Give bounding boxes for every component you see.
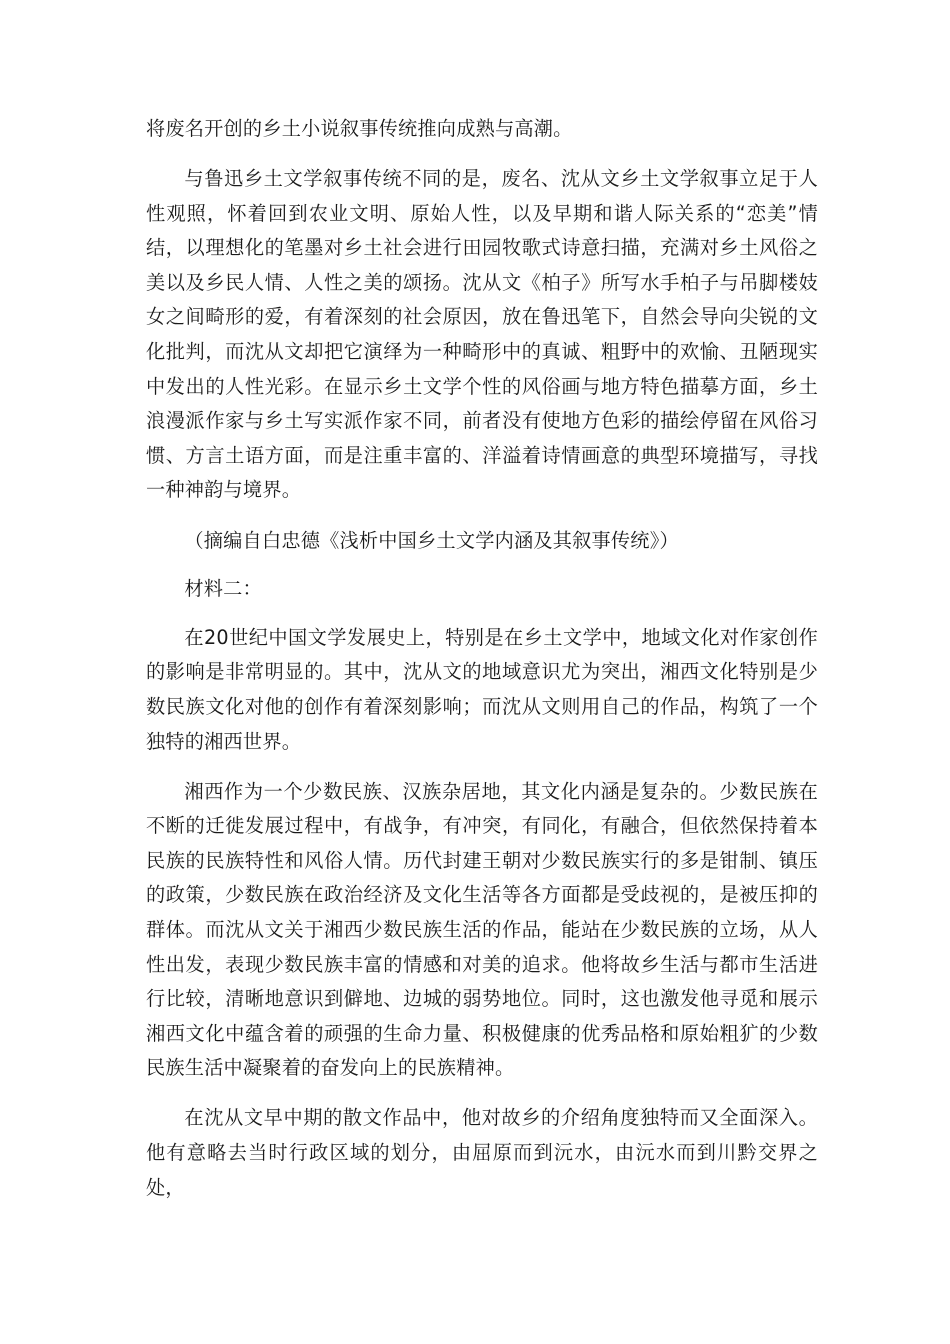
paragraph-xiangxi-culture: 湘西作为一个少数民族、汉族杂居地，其文化内涵是复杂的。少数民族在不断的迁徙发展过程中，有战争，有冲突，有同化，有融合，但依然保持着本民族的民族特性和风俗人情。历代封建王朝对少数民族实行的多是钳制、镇压的政策，少数民族在政治经济及文化生活等各方面都是受歧视的，是被压抑的群体。而沈从文关于湘西少数民族生活的作品，能站在少数民族的立场，从人性出发，表现少数民族丰富的情感和对美的追求。他将故乡生活与都市生活进行比较，清晰地意识到僻地、边城的弱势地位。同时，这也激发他寻觅和展示湘西文化中蕴含着的顽强的生命力量、积极健康的优秀品格和原始粗犷的少数民族生活中凝聚着的奋发向上的民族精神。 [146,779,818,1080]
material-two-heading: 材料二： [184,577,262,601]
source-citation: （摘编自白忠德《浅析中国乡土文学内涵及其叙事传统》） [184,528,679,552]
paragraph-regional-culture: 在20世纪中国文学发展史上，特别是在乡土文学中，地域文化对作家创作的影响是非常明显的。其中，沈从文的地域意识尤为突出，湘西文化特别是少数民族文化对他的创作有着深刻影响；而沈从文则用自己的作品，构筑了一个独特的湘西世界。 [146,625,818,753]
document-body [146,112,818,1221]
paragraph-early-prose: 在沈从文早中期的散文作品中，他对故乡的介绍角度独特而又全面深入。他有意略去当时行政区域的划分，由屈原而到沅水，由沅水而到川黔交界之处， [146,1106,818,1199]
paragraph-narrative-tradition: 与鲁迅乡土文学叙事传统不同的是，废名、沈从文乡土文学叙事立足于人性观照，怀着回到农业文明、原始人性，以及早期和谐人际关系的“恋美”情结，以理想化的笔墨对乡土社会进行田园牧歌式诗意扫描，充满对乡土风俗之美以及乡民人情、人性之美的颂扬。沈从文《柏子》所写水手柏子与吊脚楼妓女之间畸形的爱，有着深刻的社会原因，放在鲁迅笔下，自然会导向尖锐的文化批判，而沈从文却把它演绎为一种畸形中的真诚、粗野中的欢愉、丑陋现实中发出的人性光彩。在显示乡土文学个性的风俗画与地方特色描摹方面，乡土浪漫派作家与乡土写实派作家不同，前者没有使地方色彩的描绘停留在风俗习惯、方言土语方面，而是注重丰富的、洋溢着诗情画意的典型环境描写，寻找一种神韵与境界。 [146,167,818,502]
paragraph-continuation: 将废名开创的乡土小说叙事传统推向成熟与高潮。 [146,117,573,140]
